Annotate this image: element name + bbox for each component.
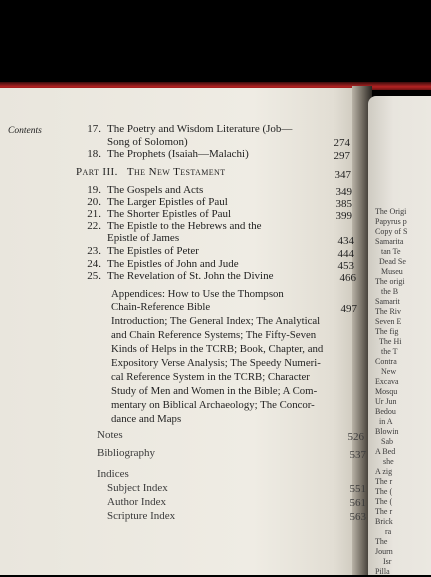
right-page-line: The ( (375, 497, 393, 506)
right-page-line: Mosqu (375, 387, 398, 396)
toc-entry-24: 24. The Epistles of John and Jude (87, 258, 239, 270)
appendices-line-5: Kinds of Helps in the TCRB; Book, Chapter, and (111, 343, 324, 355)
right-page-line: The r (375, 477, 393, 486)
right-page-line: The fig (375, 327, 399, 336)
right-page-line: Contra (375, 357, 397, 366)
right-page-line: Journ (375, 547, 393, 556)
right-page-line: Sab (381, 437, 393, 446)
scripture-index-label: Scripture Index (107, 510, 176, 522)
appendices-line-2: Chain-Reference Bible (111, 301, 211, 313)
bibliography-page: 537 (349, 449, 366, 461)
toc-entry-21-page: 399 (335, 210, 352, 222)
author-index-label: Author Index (107, 496, 166, 508)
appendices-line-4: and Chain Reference Systems; The Fifty-Seven (111, 329, 317, 341)
toc-entry-25-page: 466 (339, 272, 356, 284)
right-page-line: ra (385, 527, 392, 536)
right-page-line: The (375, 537, 388, 546)
toc-entry-22-page: 434 (337, 235, 354, 247)
toc-entry-17-page: 274 (333, 137, 350, 149)
toc-entry-18: 18. The Prophets (Isaiah—Malachi) (87, 148, 249, 160)
right-page-line: Samarita (375, 237, 404, 246)
right-page-line: A Bed (375, 447, 396, 456)
appendices-line-1: Appendices: How to Use the Thompson (111, 288, 284, 300)
toc-entry-22-line1: 22. The Epistle to the Hebrews and the (87, 220, 262, 232)
notes-page: 526 (347, 431, 364, 443)
toc-entry-24-page: 453 (337, 260, 354, 272)
right-page-line: The Riv (375, 307, 401, 316)
right-page-line: New (381, 367, 397, 376)
appendices-line-9: mentary on Biblical Archaeology; The Concor- (111, 399, 315, 411)
appendices-line-10: dance and Maps (111, 413, 182, 425)
appendices-page: 497 (340, 303, 357, 315)
right-page-line: Papyrus p (375, 217, 407, 226)
toc-entry-19: 19. The Gospels and Acts (87, 184, 204, 196)
toc-entry-17-line2: Song of Solomon) (107, 136, 188, 148)
appendices-line-3: Introduction; The General Index; The Analytical (111, 315, 321, 327)
right-page-line: Blowin (375, 427, 399, 436)
right-page-line: Ur Jun (375, 397, 397, 406)
right-page-line: Seven E (375, 317, 402, 326)
bibliography-label: Bibliography (97, 447, 156, 459)
right-page-line: The origi (375, 277, 405, 286)
subject-index-page: 551 (349, 483, 366, 495)
right-page-line: tan Te (381, 247, 401, 256)
right-page-line: Copy of S (375, 227, 408, 236)
appendices-line-7: cal Reference System in the TCRB; Character (111, 371, 310, 383)
right-page-line: Bedou (375, 407, 396, 416)
subject-index-label: Subject Index (107, 482, 168, 494)
right-page-line: The r (375, 507, 393, 516)
right-page-line: The Hi (379, 337, 402, 346)
right-page-line: The ( (375, 487, 393, 496)
notes-label: Notes (97, 429, 123, 441)
right-page-line: The Origi (375, 207, 407, 216)
right-page-line: Museu (381, 267, 403, 276)
right-page-line: Brick (375, 517, 393, 526)
toc-entry-19-page: 349 (335, 186, 352, 198)
right-page-line: Samarit (375, 297, 400, 306)
toc-entry-23: 23. The Epistles of Peter (87, 245, 199, 257)
right-page-line: she (383, 457, 394, 466)
appendices-line-8: Study of Men and Women in the Bible; A Com- (111, 385, 318, 397)
toc-entry-20: 20. The Larger Epistles of Paul (87, 196, 228, 208)
toc-entry-17-line1: 17. The Poetry and Wisdom Literature (Job— (87, 123, 293, 135)
right-page-line: Excava (375, 377, 399, 386)
running-head: Contents (8, 126, 42, 136)
appendices-line-6: Expository Verse Analysis; The Speedy Numeri- (111, 357, 321, 369)
part-heading-page: 347 (334, 169, 351, 181)
part-heading: Part III. The New Testament (76, 166, 226, 178)
toc-entry-20-page: 385 (335, 198, 352, 210)
right-page-line: Pilla (375, 567, 390, 576)
right-page-line: the T (381, 347, 398, 356)
toc-entry-21: 21. The Shorter Epistles of Paul (87, 208, 232, 220)
scripture-index-page: 563 (349, 511, 366, 523)
right-page-line: Isr (383, 557, 392, 566)
right-page-line: the B (381, 287, 399, 296)
right-page-line: Dead Se (379, 257, 406, 266)
author-index-page: 561 (349, 497, 366, 509)
toc-entry-18-page: 297 (333, 150, 350, 162)
toc-entry-25: 25. The Revelation of St. John the Divine (87, 270, 274, 282)
right-page-line: A zig (375, 467, 393, 476)
toc-entry-22-line2: Epistle of James (107, 232, 180, 244)
right-page-line: in A (379, 417, 393, 426)
indices-label: Indices (97, 468, 129, 480)
toc-entry-23-page: 444 (337, 248, 354, 260)
